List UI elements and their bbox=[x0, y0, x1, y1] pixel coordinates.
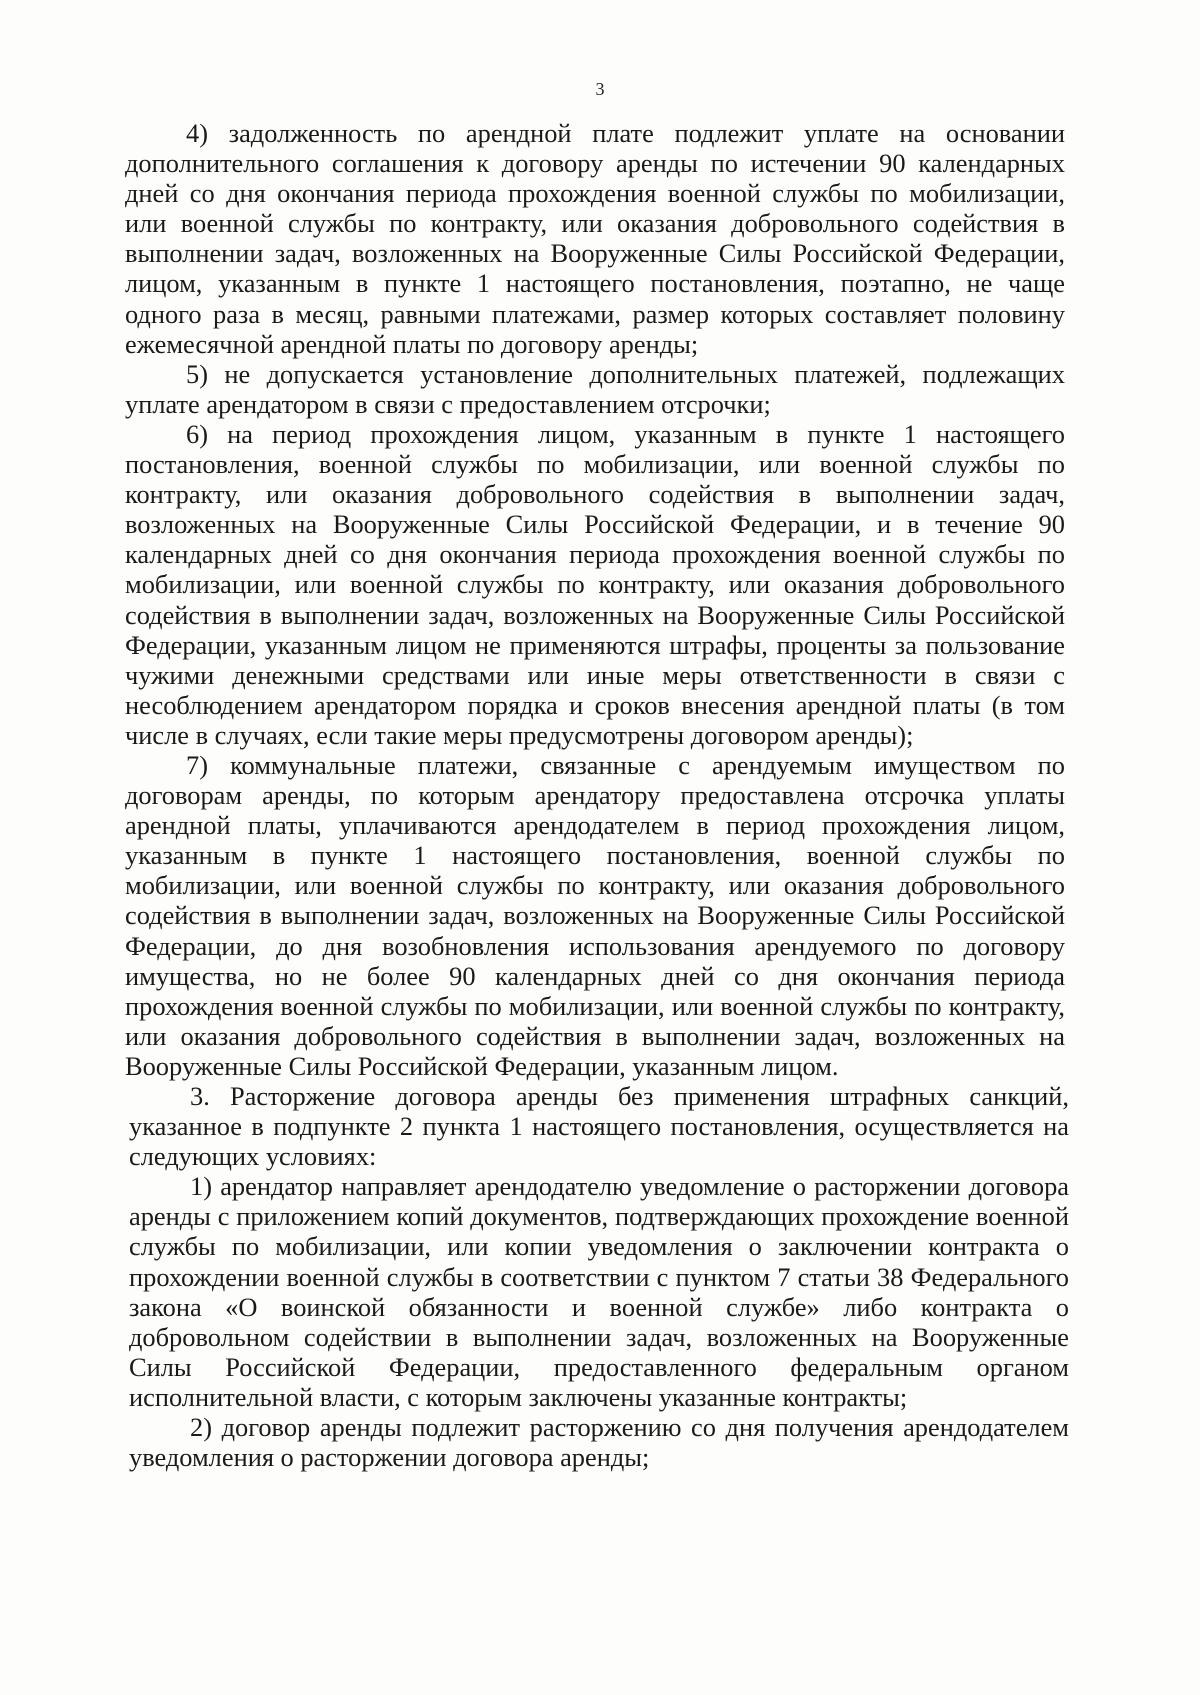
paragraph-item-6: 6) на период прохождения лицом, указанным в пункте 1 настоящего постановления, военной службы по мобилизации, или военной службы по контракту, или оказания добровольного содействия в выполнении задач, возложенных на Вооруженные Силы Российской Федерации, и в течение 90 календарных дней со дня окончания периода прохождения военной службы по мобилизации, или военной службы по контракту, или оказания добровольного содействия в выполнении задач, возложенных на Вооруженные Силы Российской Федерации, указанным лицом не применяются штрафы, проценты за пользование чужими денежными средствами или иные меры ответственности в связи с несоблюдением арендатором порядка и сроков внесения арендной платы (в том числе в случаях, если такие меры предусмотрены договором аренды); bbox=[125, 418, 1065, 750]
paragraph-item-4: 4) задолженность по арендной плате подлежит уплате на основании дополнительного соглашения к договору аренды по истечении 90 календарных дней со дня окончания периода прохождения военной службы по мобилизации, или военной службы по контракту, или оказания добровольного содействия в выполнении задач, возложенных на Вооруженные Силы Российской Федерации, лицом, указанным в пункте 1 настоящего постановления, поэтапно, не чаще одного раза в месяц, равными платежами, размер которых составляет половину ежемесячной арендной платы по договору аренды; bbox=[125, 118, 1065, 359]
document-body bbox=[125, 118, 1069, 1473]
paragraph-section-3: 3. Расторжение договора аренды без применения штрафных санкций, указанное в подпункте 2 пункта 1 настоящего постановления, осуществляется на следующих условиях: bbox=[129, 1081, 1069, 1172]
page-number: 3 bbox=[595, 79, 605, 99]
paragraph-subitem-1: 1) арендатор направляет арендодателю уведомление о расторжении договора аренды с приложением копий документов, подтверждающих прохождение военной службы по мобилизации, или копии уведомления о заключении контракта о прохождении военной службы в соответствии с пунктом 7 статьи 38 Федерального закона «О воинской обязанности и военной службе» либо контракта о добровольном содействии в выполнении задач, возложенных на Вооруженные Силы Российской Федерации, предоставленного федеральным органом исполнительной власти, с которым заключены указанные контракты; bbox=[129, 1171, 1069, 1412]
paragraph-item-7: 7) коммунальные платежи, связанные с арендуемым имуществом по договорам аренды, по которым арендатору предоставлена отсрочка уплаты арендной платы, уплачиваются арендодателем в период прохождения лицом, указанным в пункте 1 настоящего постановления, военной службы по мобилизации, или военной службы по контракту, или оказания добровольного содействия в выполнении задач, возложенных на Вооруженные Силы Российской Федерации, до дня возобновления использования арендуемого по договору имущества, но не более 90 календарных дней со дня окончания периода прохождения военной службы по мобилизации, или военной службы по контракту, или оказания добровольного содействия в выполнении задач, возложенных на Вооруженные Силы Российской Федерации, указанным лицом. bbox=[125, 749, 1065, 1081]
paragraph-item-5: 5) не допускается установление дополнительных платежей, подлежащих уплате арендатором в связи с предоставлением отсрочки; bbox=[125, 358, 1065, 419]
paragraph-subitem-2: 2) договор аренды подлежит расторжению со дня получения арендодателем уведомления о расторжении договора аренды; bbox=[129, 1412, 1069, 1473]
